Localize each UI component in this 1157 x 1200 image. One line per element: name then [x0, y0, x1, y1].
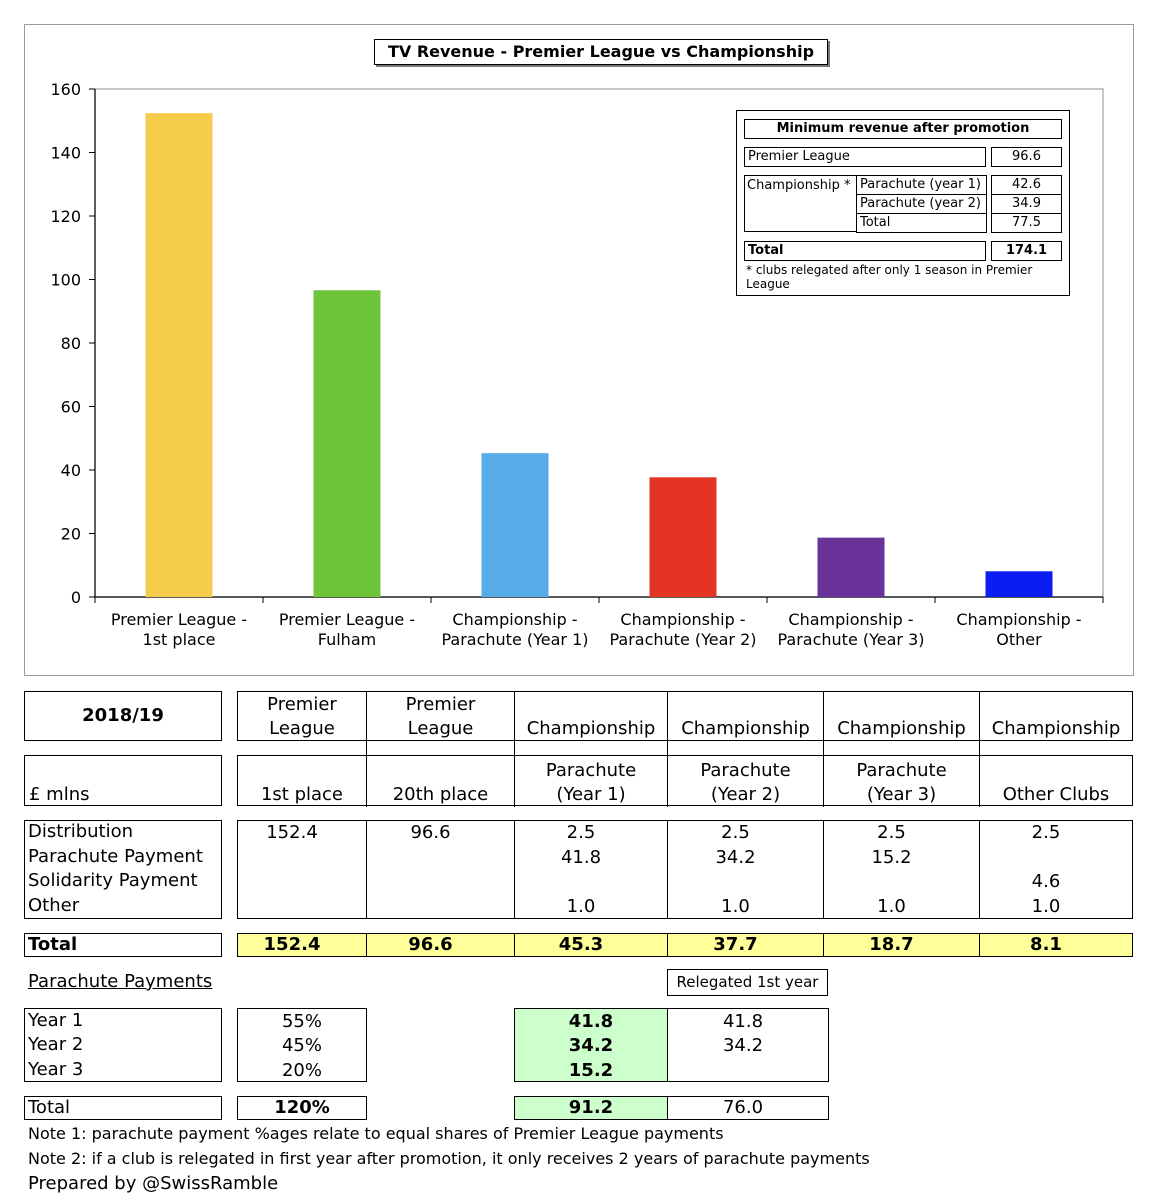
credit: Prepared by @SwissRamble — [28, 1173, 279, 1194]
parachute-total-label: Total — [28, 1097, 71, 1118]
note-2: Note 2: if a club is relegated in first year after promotion, it only receives 2 years of parachute payments — [28, 1149, 870, 1168]
col3-sub-1: Parachute — [545, 760, 637, 781]
y-tick-label: 120 — [50, 207, 81, 226]
table-cell: 1.0 — [1031, 896, 1061, 917]
table-cell: 34.2 — [715, 847, 756, 868]
col6-sub-2: Other Clubs — [1002, 784, 1110, 805]
total-label-box — [24, 933, 222, 957]
col2-head-1: Premier — [405, 694, 476, 715]
x-category-label: Championship - — [956, 610, 1082, 629]
row-label-distribution: Distribution — [28, 821, 134, 842]
year2-amount: 34.2 — [568, 1035, 614, 1056]
y-tick-label: 140 — [50, 143, 81, 163]
col2-head-2: League — [407, 718, 474, 739]
table-cell: 2.5 — [721, 822, 750, 843]
year1-amount: 41.8 — [568, 1011, 614, 1032]
total-cell: 18.7 — [869, 934, 914, 955]
table-cell: 152.4 — [266, 822, 318, 843]
y-tick-label: 60 — [60, 397, 81, 417]
col4-sub-1: Parachute — [700, 760, 791, 781]
table-cell: 15.2 — [871, 847, 912, 868]
chart-title: TV Revenue - Premier League vs Championship — [374, 39, 828, 65]
x-category-label: Championship - — [620, 610, 746, 629]
total-cell: 8.1 — [1030, 934, 1062, 955]
total-row-label: Total — [28, 934, 78, 955]
inset-parachute1-value: 42.6 — [991, 175, 1062, 195]
year2-label: Year 2 — [28, 1034, 84, 1055]
year3-amount: 15.2 — [568, 1060, 614, 1081]
col2-sub-2: 20th place — [392, 784, 489, 805]
unit-box — [24, 755, 222, 806]
bar-4 — [650, 477, 717, 597]
col4-head-2: Championship — [681, 718, 810, 739]
parachute-total-amount: 91.2 — [514, 1096, 668, 1120]
x-category-label: Parachute (Year 1) — [441, 630, 589, 649]
parachute-total-pct: 120% — [237, 1096, 367, 1120]
year1-pct: 55% — [281, 1011, 322, 1032]
table-cell: 41.8 — [560, 847, 602, 868]
relegated-label: Relegated 1st year — [667, 969, 828, 996]
col5-sub-1: Parachute — [856, 760, 947, 781]
inset-subtotal-label: Total — [856, 213, 987, 233]
year3-pct: 20% — [281, 1060, 322, 1081]
min-revenue-inset — [736, 110, 1070, 296]
row-label-solidarity: Solidarity Payment — [28, 870, 198, 891]
col4-sub-2: (Year 2) — [710, 784, 781, 805]
table-cell: 2.5 — [1031, 822, 1061, 843]
bar-3 — [482, 453, 549, 597]
y-tick-label: 100 — [50, 270, 81, 290]
table-cell: 96.6 — [410, 822, 451, 843]
col6-head-2: Championship — [991, 718, 1121, 739]
table-cell: 1.0 — [721, 896, 750, 917]
col1-head-2: League — [269, 718, 335, 739]
x-category-label: Parachute (Year 3) — [777, 630, 925, 649]
table-cell: 2.5 — [877, 822, 906, 843]
inset-subtotal-value: 77.5 — [991, 213, 1062, 233]
inset-parachute2-value: 34.9 — [991, 194, 1062, 214]
inset-total-value: 174.1 — [991, 241, 1062, 261]
y-tick-label: 40 — [60, 461, 81, 480]
table-cell: 4.6 — [1031, 871, 1061, 892]
parachute-total-label-box — [24, 1096, 222, 1120]
inset-premier-label: Premier League — [744, 147, 986, 167]
total-cell: 152.4 — [263, 934, 321, 955]
bar-2 — [314, 290, 381, 597]
total-cell: 96.6 — [408, 934, 453, 955]
x-category-label: Premier League - — [278, 610, 416, 629]
inset-parachute2-label: Parachute (year 2) — [856, 194, 987, 214]
inset-title: Minimum revenue after promotion — [744, 119, 1062, 139]
col5-sub-2: (Year 3) — [866, 784, 937, 805]
year1-relegated: 41.8 — [722, 1011, 764, 1032]
col1-sub-2: 1st place — [260, 784, 344, 805]
x-category-label: Parachute (Year 2) — [609, 630, 757, 649]
year1-label: Year 1 — [28, 1010, 84, 1031]
col3-sub-2: (Year 1) — [556, 784, 626, 805]
note-1: Note 1: parachute payment %ages relate to equal shares of Premier League payments — [28, 1124, 724, 1143]
row-label-parachute: Parachute Payment — [28, 846, 203, 867]
inset-parachute1-label: Parachute (year 1) — [856, 175, 987, 195]
y-tick-label: 0 — [70, 588, 81, 607]
year3-label: Year 3 — [28, 1059, 84, 1080]
x-category-label: Other — [996, 630, 1042, 649]
unit-label: £ mlns — [29, 784, 90, 805]
row-label-other: Other — [28, 895, 80, 916]
season-label: 2018/19 — [24, 691, 222, 741]
y-tick-label: 20 — [60, 524, 81, 544]
x-category-label: Premier League - — [110, 610, 248, 629]
col5-head-2: Championship — [837, 718, 966, 739]
x-category-label: Fulham — [317, 630, 377, 649]
col1-head-1: Premier — [267, 694, 337, 715]
y-tick-label: 160 — [50, 80, 81, 99]
table-cell: 1.0 — [566, 896, 596, 917]
inset-footnote: * clubs relegated after only 1 season in Premier League — [746, 263, 1033, 291]
total-cell: 45.3 — [558, 934, 604, 955]
col3-head-2: Championship — [526, 718, 656, 739]
year2-relegated: 34.2 — [722, 1035, 764, 1056]
inset-championship-group — [744, 175, 986, 232]
inset-premier-value: 96.6 — [991, 147, 1062, 167]
x-category-label: Championship - — [788, 610, 914, 629]
table-cell: 1.0 — [877, 896, 906, 917]
bar-1 — [146, 113, 213, 597]
parachute-total-relegated: 76.0 — [667, 1096, 829, 1120]
x-category-label: Championship - — [452, 610, 578, 629]
table-cell: 2.5 — [566, 822, 596, 843]
inset-total-label: Total — [744, 241, 986, 261]
x-category-label: 1st place — [142, 630, 216, 649]
total-cell: 37.7 — [713, 934, 758, 955]
parachute-heading: Parachute Payments — [28, 971, 213, 992]
inset-championship-label: Championship * — [747, 178, 851, 193]
year2-pct: 45% — [281, 1035, 322, 1056]
bar-6 — [986, 571, 1053, 597]
bar-5 — [818, 538, 885, 597]
y-tick-label: 80 — [60, 334, 81, 353]
